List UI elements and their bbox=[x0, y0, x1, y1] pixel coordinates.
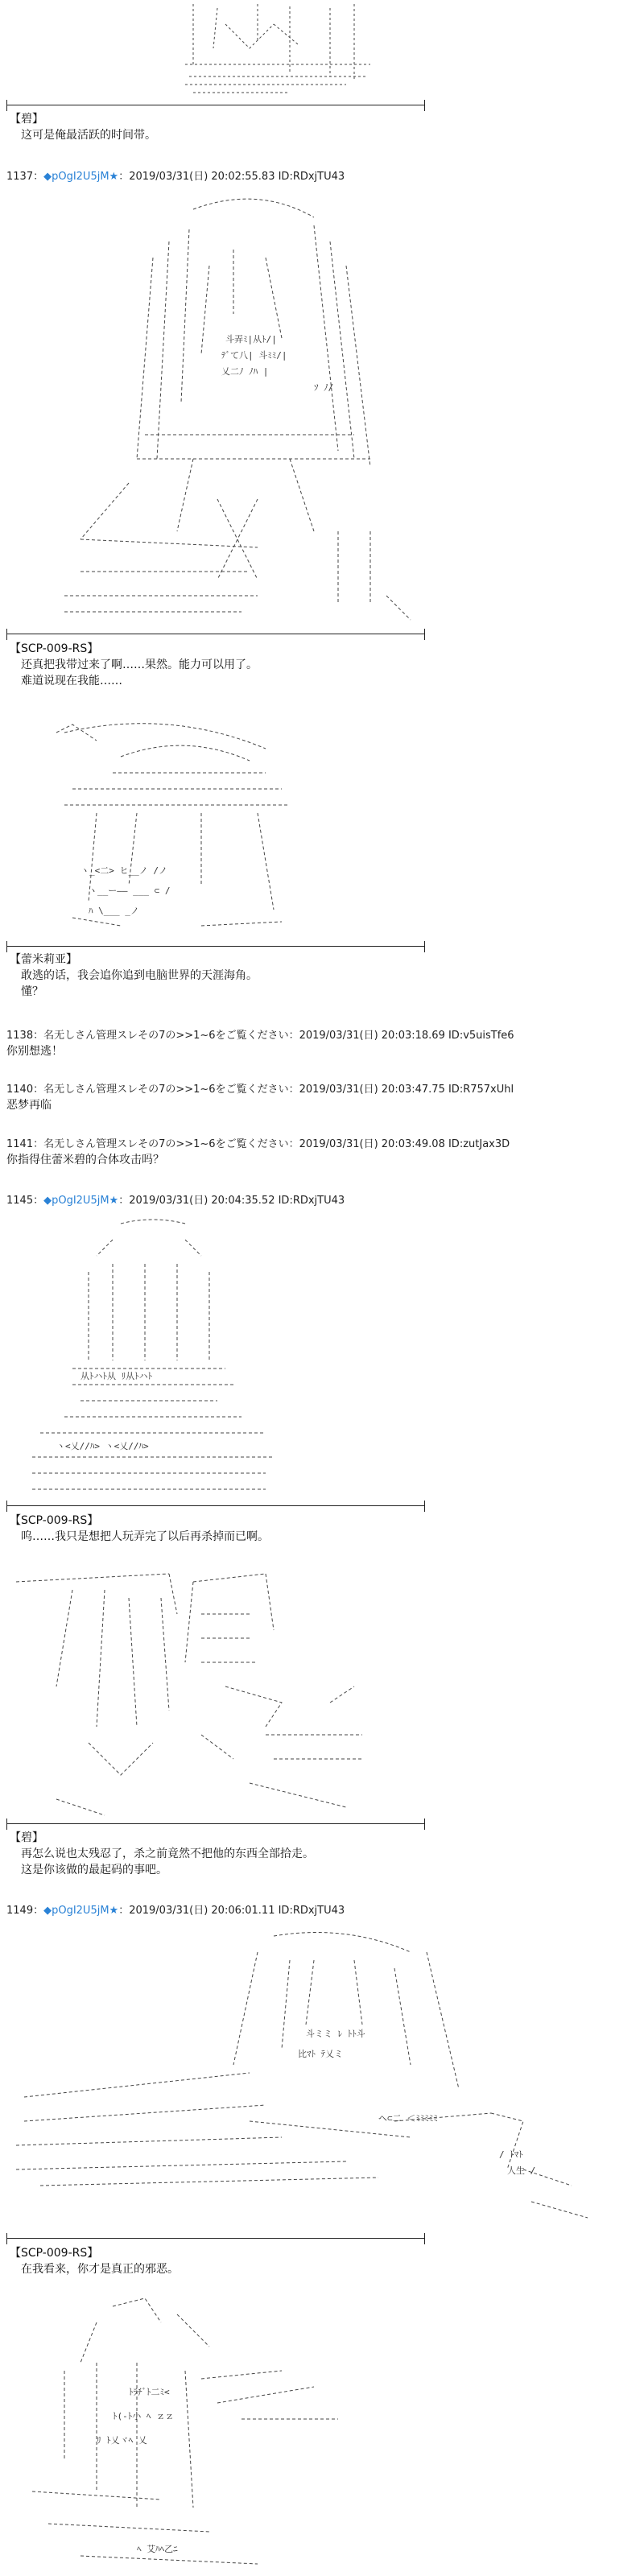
reply-text: 你指得住蕾米碧的合体攻击吗？ bbox=[6, 1154, 164, 1166]
post-number: 1145： bbox=[6, 1195, 44, 1207]
divider bbox=[6, 2238, 425, 2239]
post-header bbox=[6, 167, 345, 183]
dialogue-line: 敢逃的话，我会追你追到电脑世界的天涯海角。 bbox=[21, 969, 258, 982]
reply-text: 恶梦再临 bbox=[6, 1099, 52, 1112]
speaker-label: 【SCP-009-RS】 bbox=[10, 642, 99, 655]
dialogue-line: 这是你该做的最起码的事吧。 bbox=[21, 1864, 167, 1876]
ascii-art-girl-bob-hair bbox=[48, 193, 435, 639]
divider bbox=[6, 1505, 425, 1506]
aa-face-line: ﾊ \___ _ノ bbox=[89, 906, 139, 916]
ascii-art-scene-drawing bbox=[8, 1566, 378, 1823]
dialogue-line: 再怎么说也太残忍了，杀之前竟然不把他的东西全部拾走。 bbox=[21, 1847, 314, 1860]
ascii-art-bottom-figure-drawing bbox=[16, 2298, 354, 2572]
dialogue-line: 呜……我只是想把人玩弄完了以后再杀掉而已啊。 bbox=[21, 1530, 269, 1543]
reply-text: 你别想逃！ bbox=[6, 1045, 63, 1058]
aa-face-line: ﾘ ﾄ乂ヾﾍ 乂 bbox=[97, 2435, 147, 2446]
tripcode-link[interactable]: ◆pOgI2U5jM★ bbox=[43, 171, 119, 183]
aa-face-line: ヽ__ー―― ___ ⊂ / bbox=[89, 886, 171, 896]
reply-header: 1140：名无しさん管理スレその7の>>1~6をご覧ください：2019/03/31(日) 20:03:47.75 ID:R757xUhl bbox=[6, 1084, 514, 1096]
post-header bbox=[6, 1901, 345, 1917]
aa-face-line: 斗ミミ ﾚ ﾄﾄ斗 bbox=[306, 2029, 365, 2039]
aa-face-line: ヽ_<二> ヒ__ノ /ノ bbox=[80, 865, 167, 876]
aa-face-line: 乂二ﾉ ﾉﾊ | bbox=[221, 366, 269, 377]
aa-face-line: ヽ<乂//ﾊ> ヽ<乂//ﾊ> bbox=[56, 1441, 149, 1451]
ascii-art-girl-lying-text bbox=[298, 2028, 535, 2176]
ascii-art-bottom-figure bbox=[16, 2298, 354, 2575]
tripcode-link[interactable]: ◆pOgI2U5jM★ bbox=[43, 1195, 119, 1207]
post-meta: ：2019/03/31(日) 20:06:01.11 ID:RDxjTU43 bbox=[118, 1905, 345, 1917]
dialogue-line: 懂？ bbox=[21, 985, 43, 998]
divider bbox=[6, 946, 425, 947]
post-number: 1137： bbox=[6, 171, 44, 183]
post-meta: ：2019/03/31(日) 20:04:35.52 ID:RDxjTU43 bbox=[118, 1195, 345, 1207]
ascii-art-remilia-drawing bbox=[40, 724, 330, 942]
speaker-label: 【SCP-009-RS】 bbox=[10, 2247, 99, 2260]
ascii-art-scene bbox=[8, 1566, 378, 1827]
divider bbox=[6, 1823, 425, 1824]
ascii-art-top-fragment bbox=[161, 0, 402, 104]
aa-face-line: ﾄﾗﾁﾞﾄ二ﾐ< bbox=[129, 2387, 170, 2397]
post-number: 1149： bbox=[6, 1905, 44, 1917]
speaker-label: 【SCP-009-RS】 bbox=[10, 1514, 99, 1527]
aa-face-line: 人生 / bbox=[507, 2165, 536, 2176]
speaker-label: 【碧】 bbox=[10, 113, 43, 126]
ascii-art-scp-009-rs-drawing bbox=[24, 1216, 282, 1497]
aa-face-line: 斗弄ﾐ|从ﾄ/| bbox=[225, 334, 277, 345]
ascii-art-remilia bbox=[40, 724, 330, 945]
ascii-art-remilia-face-text bbox=[80, 865, 170, 916]
aa-face-line: ﾍ 艾ﾊﾍ乙ﾆ bbox=[137, 2544, 178, 2554]
aa-face-line: ヘ⊂二 ＜ﾐﾐﾐﾐﾐ bbox=[378, 2113, 438, 2124]
aa-face-line: / ﾄﾏﾄ bbox=[499, 2149, 523, 2160]
aa-face-line: 比ﾏﾄ ﾃ乂ミ bbox=[298, 2049, 344, 2059]
ascii-art-girl-bob-hair-drawing bbox=[48, 193, 435, 636]
post-header bbox=[6, 1191, 345, 1207]
ascii-art-girl-face-text bbox=[221, 333, 333, 393]
aa-face-line: ｿ ﾉ/ bbox=[314, 382, 334, 393]
tripcode-link[interactable]: ◆pOgI2U5jM★ bbox=[43, 1905, 119, 1917]
ascii-art-top-fragment-drawing bbox=[161, 0, 402, 101]
dialogue-line: 还真把我带过来了啊……果然。能力可以用了。 bbox=[21, 658, 258, 671]
ascii-art-bottom-figure-text bbox=[97, 2387, 178, 2554]
speaker-label: 【碧】 bbox=[10, 1831, 43, 1844]
aa-face-line: ﾄ(-ﾄ小 ﾍ ｚｚ bbox=[113, 2411, 174, 2421]
dialogue-line: 在我看来，你才是真正的邪恶。 bbox=[21, 2263, 179, 2276]
reply-header: 1138：名无しさん管理スレその7の>>1~6をご覧ください：2019/03/31(日) 20:03:18.69 ID:v5uisTfe6 bbox=[6, 1030, 514, 1042]
aa-face-line: ﾃﾞて八| 斗ﾐﾐ/| bbox=[221, 350, 287, 361]
aa-face-line: 从ﾄハﾄ从 ﾘ从ﾄハﾄ bbox=[80, 1371, 153, 1381]
dialogue-line: 难道说现在我能…… bbox=[21, 675, 122, 687]
dialogue-line: 这可是俺最活跃的时间带。 bbox=[21, 129, 156, 142]
reply-header: 1141：名无しさん管理スレその7の>>1~6をご覧ください：2019/03/31(日) 20:03:49.08 ID:zutJax3D bbox=[6, 1138, 510, 1150]
ascii-art-girl-lying bbox=[8, 1928, 604, 2237]
ascii-art-girl-lying-drawing bbox=[8, 1928, 604, 2234]
speaker-label: 【蕾米莉亚】 bbox=[10, 953, 77, 966]
ascii-art-scp-009-rs bbox=[24, 1216, 282, 1501]
post-meta: ：2019/03/31(日) 20:02:55.83 ID:RDxjTU43 bbox=[118, 171, 345, 183]
ascii-art-scp-face-text bbox=[56, 1371, 153, 1451]
